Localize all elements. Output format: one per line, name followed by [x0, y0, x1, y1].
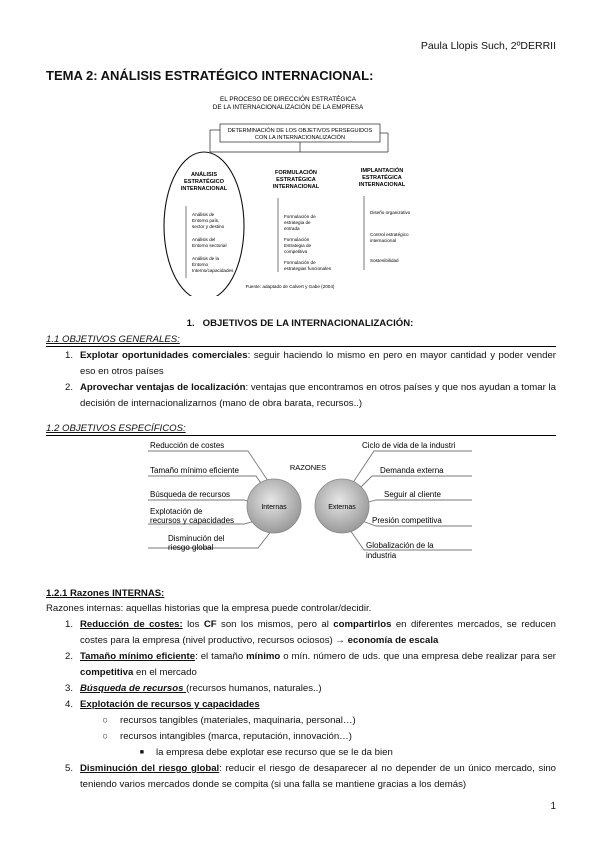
item-bold: economía de escala — [347, 635, 439, 646]
reasons-diagram — [140, 438, 480, 573]
internal-intro: Razones internas: aquellas historias que la empresa puede controlar/decidir. — [46, 603, 372, 614]
item-number: 1. — [64, 350, 73, 361]
col1-item3: sector y destino — [192, 224, 225, 229]
external-label: Externas — [328, 504, 356, 511]
diagram1-title-line2: DE LA INTERNACIONALIZACIÓN DE LA EMPRESA — [212, 104, 364, 111]
item-number: 4. — [64, 699, 73, 710]
diagram1-source: Fuente: adaptado de Calvert y Gabe (2004) — [245, 284, 335, 289]
subheading-general-rule — [46, 346, 556, 347]
list-item — [46, 649, 556, 681]
strategic-process-diagram — [160, 86, 410, 296]
list-item — [46, 681, 556, 697]
item-text: son los mismos, pero al — [216, 619, 334, 630]
sub-bullet-text: recursos intangibles (marca, reputación, innovación…) — [120, 731, 352, 742]
subheading-internal-reasons: 1.2.1 Razones INTERNAS: — [46, 588, 165, 599]
item-text: : reducir el riesgo de desaparecer al no depender de un único mercado, sino teniendo varios mercados donde se compita (si una falla se mantiene gracias a los demás) — [80, 763, 556, 790]
col1-item7: Entorno — [192, 262, 209, 267]
item-text: en el mercado — [133, 667, 197, 678]
col1-item5: Entorno sectorial — [192, 243, 227, 248]
external-item-3: Seguir al cliente — [384, 490, 441, 499]
square-bullet-icon: ■ — [139, 749, 144, 756]
list-item — [46, 380, 556, 412]
item-text: o mín. número de uds. que una empresa debe realizar para ser — [280, 651, 556, 662]
author-header: Paula Llopis Such, 2ºDERRII — [420, 40, 556, 52]
internal-item-2: Tamaño mínimo eficiente — [150, 466, 239, 475]
item-text: en diferentes mercados, se reducen costes para la empresa (nivel productivo, recursos ociosos) → — [80, 619, 556, 646]
item-bold: compartirlos — [333, 619, 392, 630]
list-item — [46, 617, 556, 649]
circle-bullet-icon: ○ — [102, 731, 108, 742]
item-text: (recursos humanos, naturales..) — [186, 683, 322, 694]
external-item-2: Demanda externa — [380, 466, 444, 475]
col3-item4: Sostenibilidad — [370, 258, 399, 263]
internal-item-1: Reducción de costes — [150, 441, 225, 450]
item-bold: Explotar oportunidades comerciales — [80, 350, 248, 361]
item-bold: CF — [203, 619, 217, 630]
internal-item-3: Búsqueda de recursos — [150, 490, 231, 499]
col3-item2: Control estratégico — [370, 232, 409, 237]
external-item-1: Ciclo de vida de la industri — [362, 441, 456, 450]
diagram1-title-line1: EL PROCESO DE DIRECCIÓN ESTRATÉGICA — [220, 96, 356, 103]
item-number: 3. — [64, 683, 73, 694]
col2-item2: estrategia de — [284, 220, 311, 225]
item-title: Explotación de recursos y capacidades — [80, 699, 260, 710]
col2-item8: estrategias funcionales — [284, 266, 331, 271]
sub-bullet-text: recursos tangibles (materiales, maquinaria, personal…) — [120, 715, 356, 726]
col1-item8: Interno/capacidades — [192, 268, 234, 273]
item-number: 1. — [64, 619, 73, 630]
item-text: : el tamaño — [195, 651, 247, 662]
item-bold: mínimo — [246, 651, 281, 662]
item-title: Búsqueda de recursos — [80, 683, 187, 694]
col2-item1: Formulación de — [284, 214, 316, 219]
item-bold: Aprovechar ventajas de localización — [80, 382, 246, 393]
col3-line3: INTERNACIONAL — [358, 182, 406, 188]
list-item — [46, 697, 556, 713]
col1-item2: Entorno país, — [192, 218, 220, 223]
internal-item-4a: Explotación de — [150, 507, 203, 516]
internal-reasons-list — [46, 617, 556, 793]
col1-item4: Análisis del — [192, 237, 216, 242]
item-text: : ventajas que encontramos en otros países y que nos ayudan a tomar la decisión de internacionalizarnos (mano de obra barata, recursos..) — [80, 382, 556, 409]
col3-item1: Diseño organizativo — [370, 210, 410, 215]
reasons-center-label: RAZONES — [289, 463, 327, 472]
list-item — [46, 761, 556, 793]
col2-item7: Formulación de — [284, 260, 316, 265]
col2-line3: INTERNACIONAL — [272, 184, 320, 190]
subheading-specific-objectives: 1.2 OBJETIVOS ESPECÍFICOS: — [46, 423, 186, 434]
sub-sub-bullet — [46, 745, 556, 761]
internal-item-4b: recursos y capacidades — [150, 516, 235, 525]
sub-bullet — [46, 713, 556, 729]
document-title: TEMA 2: ANÁLISIS ESTRATÉGICO INTERNACIONAL: — [46, 68, 374, 83]
col2-line1: FORMULACIÓN — [275, 170, 317, 176]
internal-label: Internas — [261, 504, 287, 511]
external-item-5b: industria — [366, 551, 397, 560]
item-text: : seguir haciendo lo mismo en pero en mayor cantidad y poder vender eso en otros países — [80, 350, 556, 377]
item-bold: competitiva — [80, 667, 134, 678]
col2-item5: Estrategia de — [284, 243, 312, 248]
subheading-general-objectives: 1.1 OBJETIVOS GENERALES: — [46, 334, 180, 345]
col1-line1: ANÁLISIS — [190, 172, 218, 178]
col2-item3: entrada — [284, 226, 300, 231]
general-objectives-list — [46, 348, 556, 412]
item-number: 2. — [64, 651, 73, 662]
external-item-5a: Globalización de la — [366, 541, 434, 550]
col3-item3: internacional — [370, 238, 397, 243]
col2-item6: competitiva — [284, 249, 308, 254]
col2-item4: Formulación — [284, 237, 310, 242]
item-number: 5. — [64, 763, 73, 774]
item-title: Disminución del riesgo global — [80, 763, 220, 774]
col1-item1: Análisis de — [192, 212, 215, 217]
col1-line3: INTERNACIONAL — [180, 186, 228, 192]
col1-line2: ESTRATÉGICO — [184, 179, 224, 185]
sub-bullet — [46, 729, 556, 745]
section-heading — [0, 318, 600, 329]
sub-sub-bullet-text: la empresa debe explotar ese recurso que se le da bien — [156, 747, 393, 758]
internal-item-5b: riesgo global — [168, 543, 214, 552]
col1-item6: Análisis de la — [192, 256, 220, 261]
objectives-box-line2: CON LA INTERNACIONALIZACIÓN — [254, 135, 346, 141]
item-text: los — [182, 619, 204, 630]
internal-item-5a: Disminución del — [168, 534, 225, 543]
col3-line2: ESTRATÉGICA — [362, 175, 402, 181]
list-item — [46, 348, 556, 380]
page-number: 1 — [550, 801, 556, 812]
item-number: 2. — [64, 382, 73, 393]
section-number: 1. — [186, 318, 195, 329]
item-title: Tamaño mínimo eficiente — [80, 651, 196, 662]
external-item-4: Presión competitiva — [372, 516, 442, 525]
item-title: Reducción de costes: — [80, 619, 183, 630]
section-title: OBJETIVOS DE LA INTERNACIONALIZACIÓN: — [202, 318, 414, 329]
col2-line2: ESTRATÉGICA — [276, 177, 316, 183]
col3-line1: IMPLANTACIÓN — [360, 168, 404, 174]
subheading-specific-rule — [46, 435, 556, 436]
circle-bullet-icon: ○ — [102, 715, 108, 726]
objectives-box-line1: DETERMINACIÓN DE LOS OBJETIVOS PERSEGUIDOS — [227, 128, 373, 134]
